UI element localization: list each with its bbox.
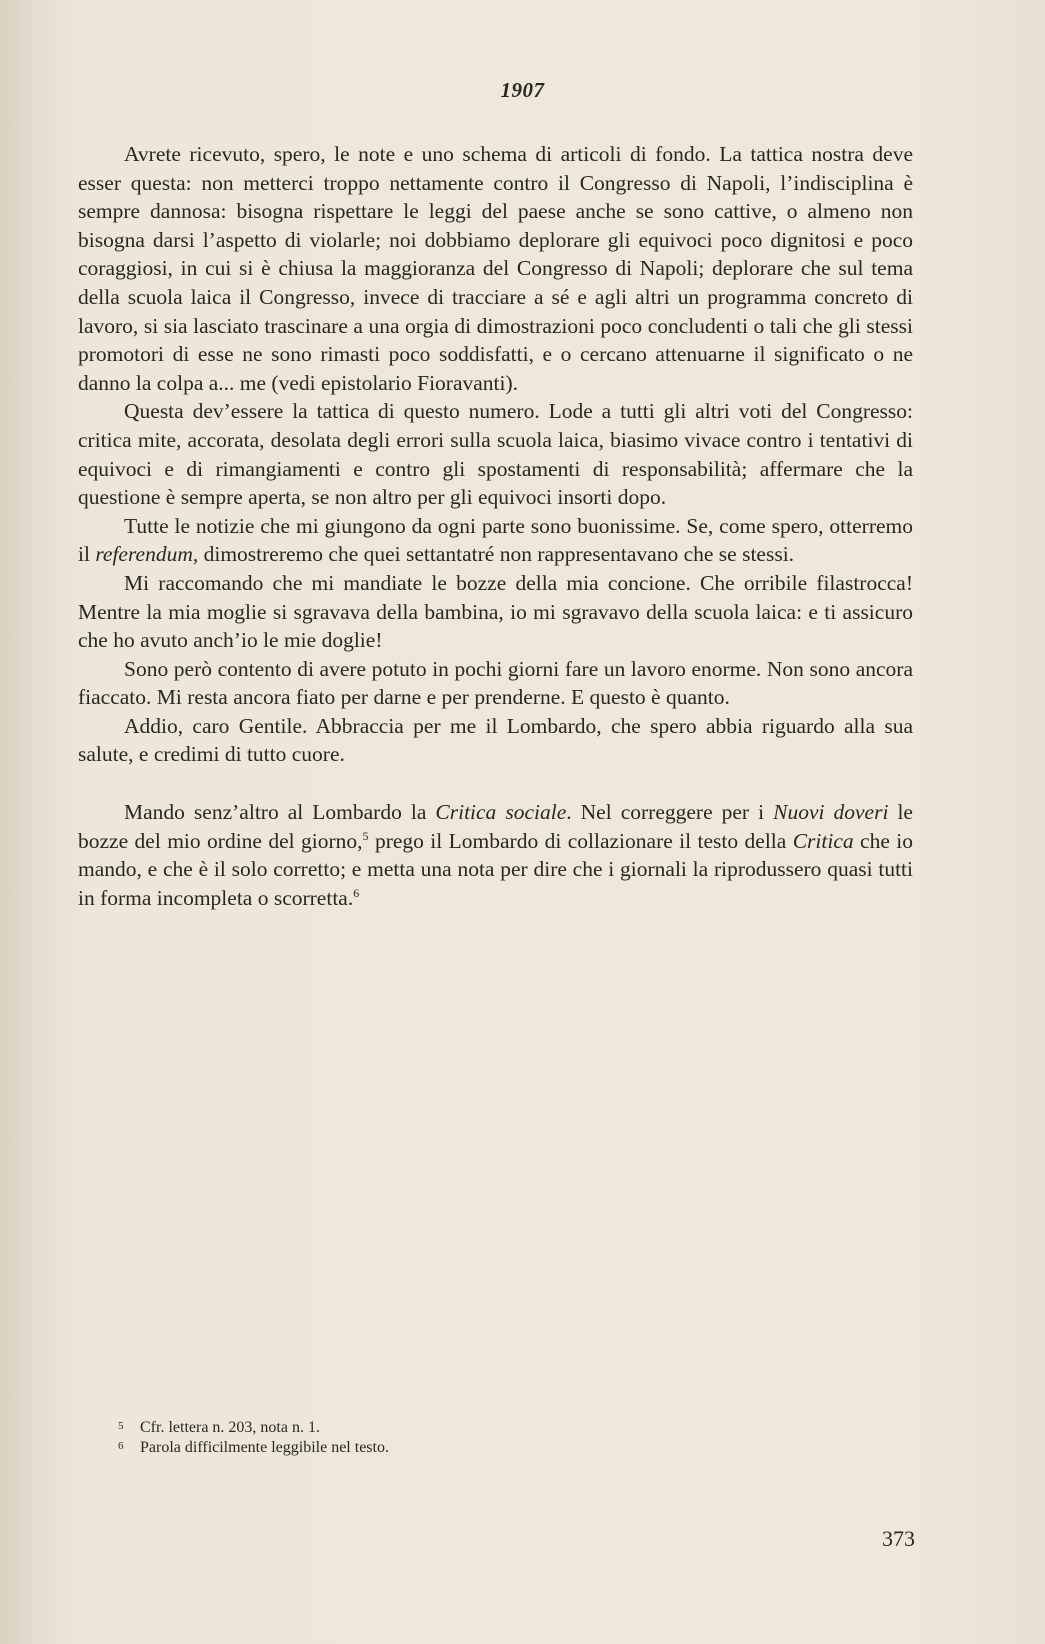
paragraph (78, 397, 913, 511)
paragraph (78, 712, 913, 769)
footnote-text: Parola difficilmente leggibile nel testo. (140, 1439, 389, 1456)
footnote-mark: 5 (118, 1420, 124, 1432)
text-run: Mando senz’altro al Lombardo la (124, 800, 436, 825)
text-run: Addio, caro Gentile. Abbraccia per me il Lombardo, che spero abbia riguardo alla sua salute, e credimi di tutto cuore. (78, 713, 913, 767)
footnote-mark: 6 (118, 1440, 124, 1452)
text-run: Avrete ricevuto, spero, le note e uno schema di articoli di fondo. La tattica nostra deve esser questa: non metterci troppo nettamente contro il Congresso di Napoli, l’indisciplina è sempre dannosa: bisogna rispettare le leggi del paese anche se sono cattive, o almeno non bisogna darsi l’aspetto di violarle; noi dobbiamo deplorare gli equivoci poco dignitosi e poco coraggiosi, in cui si è chiusa la maggioranza del Congresso di Napoli; deplorare che sul tema della scuola laica il Congresso, invece di tracciare a sé e agli altri un programma concreto di lavoro, si sia lasciato trascinare a una orgia di dimostrazioni poco concludenti o tali che gli stessi promotori di esse ne sono rimasti poco soddisfatti, e o cercano attenuarne il significato o ne danno la colpa a... me (vedi epistolario Fioravanti). (78, 142, 913, 395)
italic-title: referendum (95, 542, 193, 567)
text-run: , dimostreremo che quei settantatré non rappresentavano che se stessi. (192, 542, 795, 567)
footnote-ref: 6 (353, 885, 360, 900)
text-run: . Nel correggere per i (566, 800, 774, 825)
text-run: prego il Lombardo di collazionare il testo della (368, 828, 793, 853)
text-run: Sono però contento di avere potuto in pochi giorni fare un lavoro enorme. Non sono ancora fiaccato. Mi resta ancora fiato per darne e per prenderne. E questo è quanto. (78, 656, 913, 710)
paragraph (78, 512, 913, 569)
text-run: Tutte le notizie che mi giungono da ogni parte sono buonissime. Se, come spero, otterremo il (78, 513, 913, 567)
text-run: Questa dev’essere la tattica di questo numero. Lode a tutti gli altri voti del Congresso: critica mite, accorata, desolata degli errori sulla scuola laica, biasimo vivace contro i tentativi di equivoci e di rimangiamenti e contro gli spostamenti di responsabilità; affermare che la questione è sempre aperta, se non altro per gli equivoci insorti dopo. (78, 399, 913, 510)
text-run: che io mando, e che è il solo corretto; e metta una nota per dire che i giornali la riprodussero quasi tutti in forma incompleta o scorretta. (78, 828, 914, 910)
footnotes (118, 1418, 389, 1458)
footnote (118, 1438, 389, 1458)
italic-title: Critica sociale (435, 800, 567, 825)
text-run: le bozze del mio ordine del giorno, (78, 800, 913, 853)
paragraph (78, 655, 913, 712)
paragraph (78, 569, 913, 655)
footnote (118, 1418, 389, 1438)
italic-title: Critica (792, 828, 854, 853)
text-run: Mi raccomando che mi mandiate le bozze della mia concione. Che orribile filastrocca! Mentre la mia moglie si sgravava della bambina, io mi sgravavo della scuola laica: e ti assicuro che ho avuto anch’io le mie doglie! (78, 570, 913, 653)
italic-title: Nuovi doveri (773, 800, 889, 825)
page-number: 373 (882, 1526, 915, 1551)
letter-body (78, 140, 913, 912)
footnote-text: Cfr. lettera n. 203, nota n. 1. (140, 1419, 320, 1436)
paragraph (78, 798, 913, 912)
running-head-year: 1907 (500, 78, 545, 102)
footnote-ref: 5 (362, 828, 369, 843)
paragraph (78, 140, 913, 397)
